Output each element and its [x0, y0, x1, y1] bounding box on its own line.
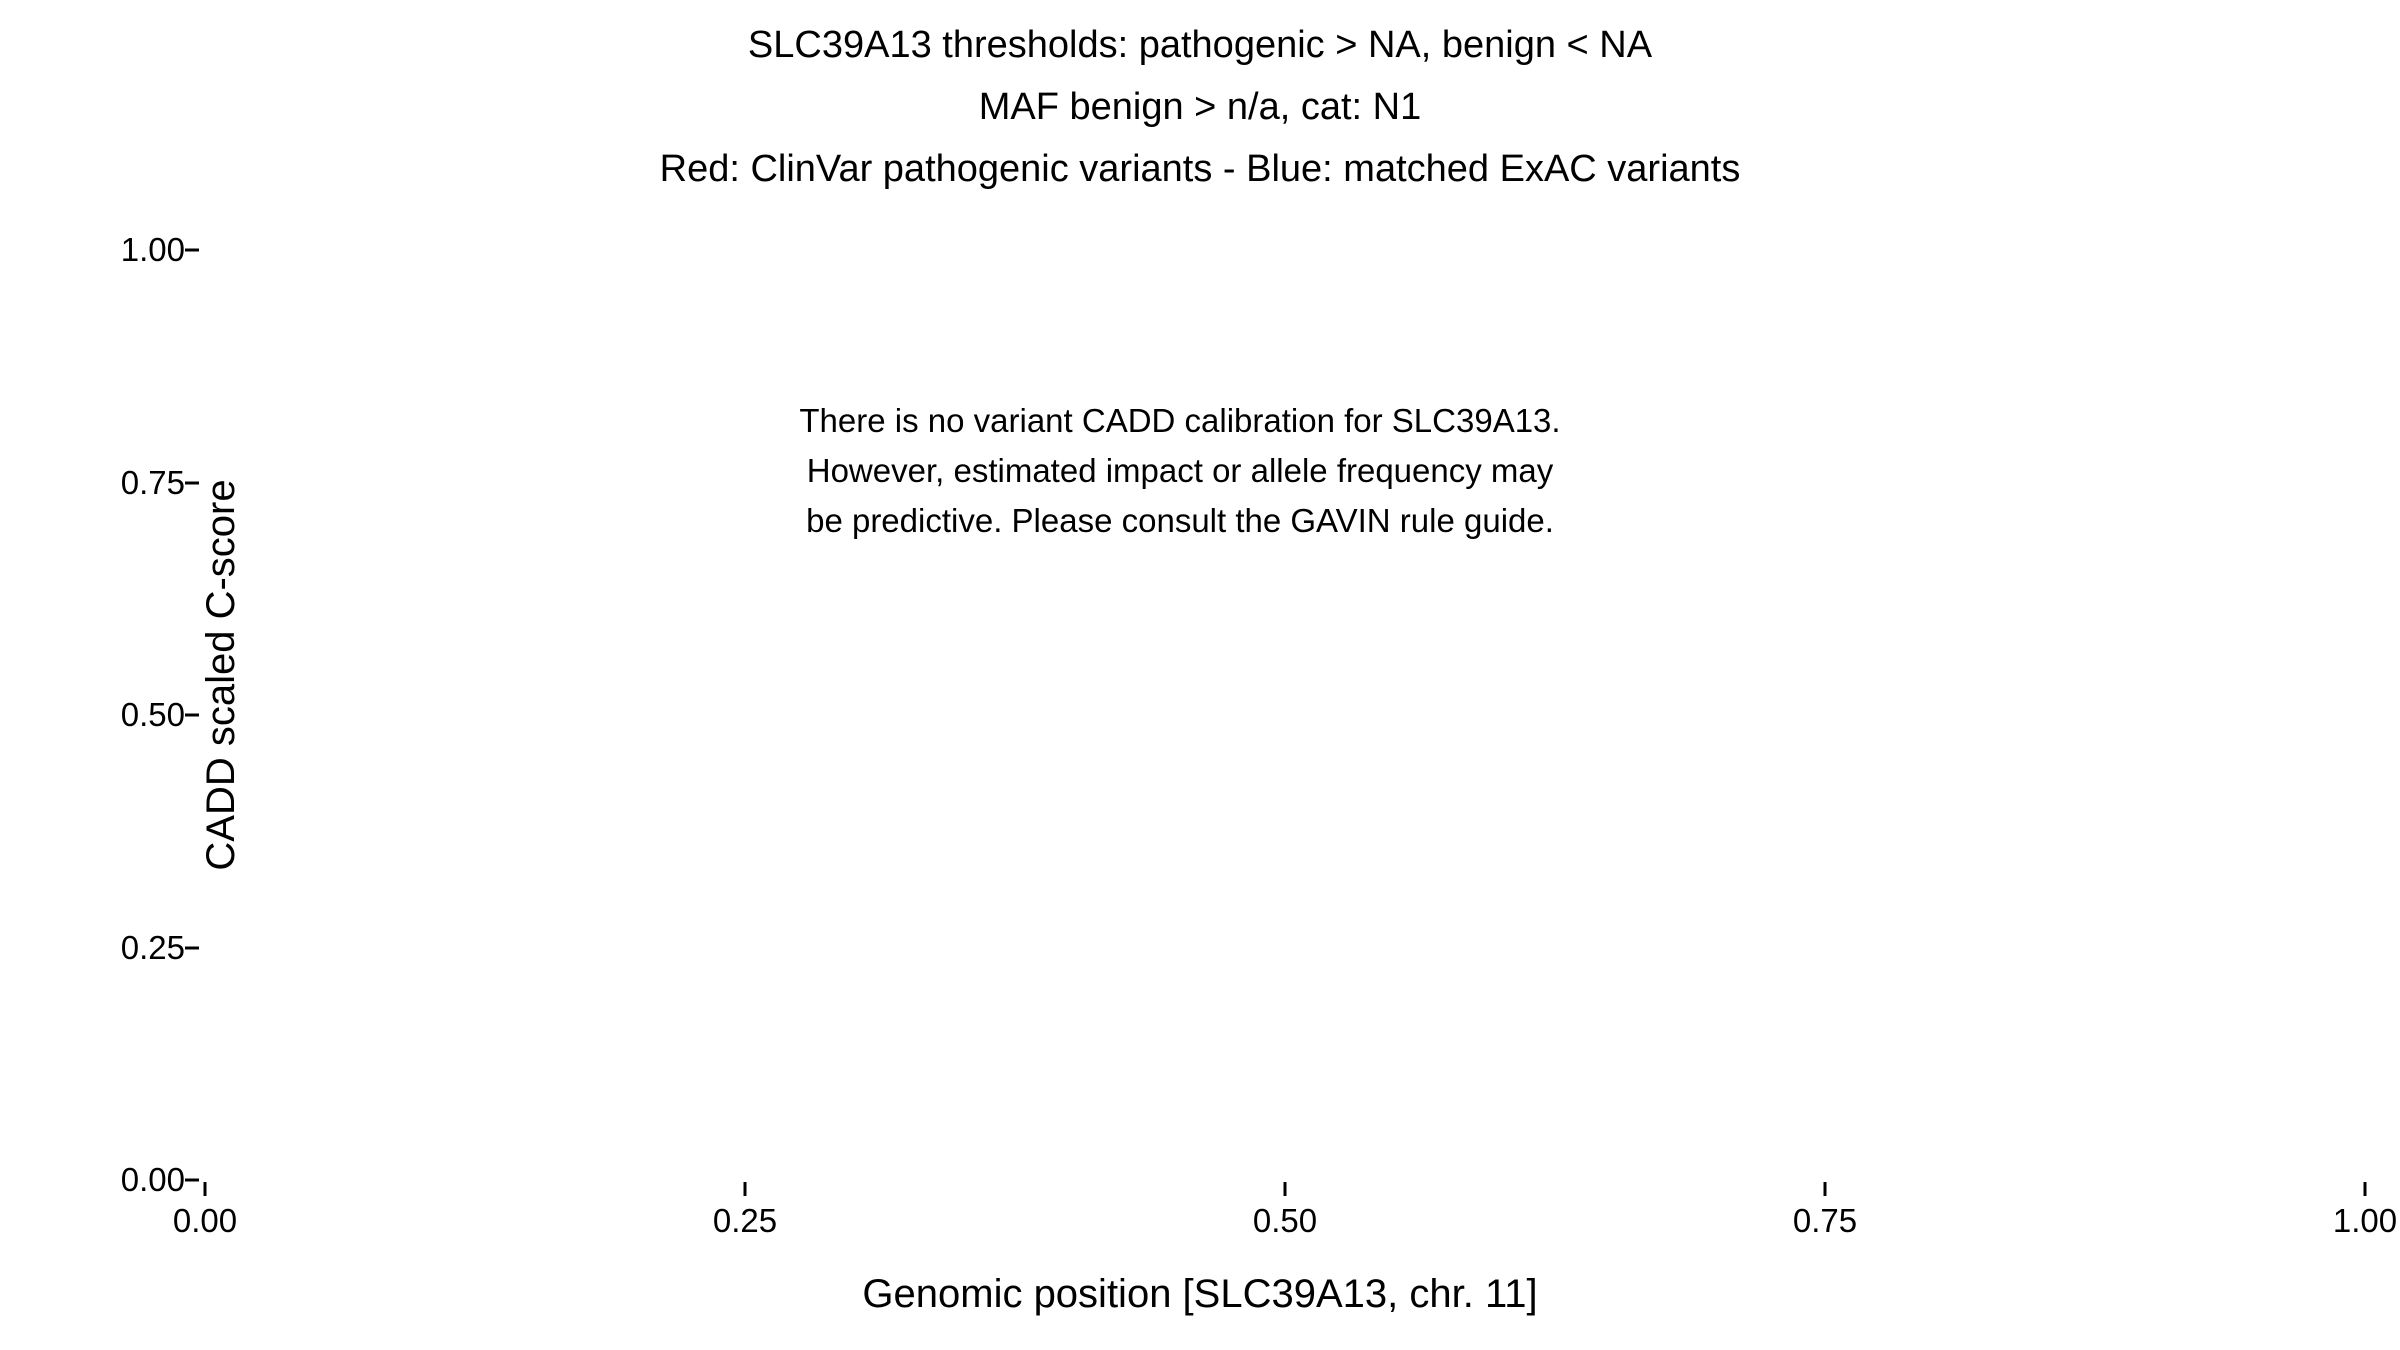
- y-tick-label-2: 0.75: [120, 463, 185, 501]
- y-tick-label-3: 0.50: [120, 696, 185, 733]
- annotation-line-2: However, estimated impact or allele frequency may: [806, 452, 1554, 489]
- x-tick-label-4: 0.75: [1792, 1202, 1858, 1239]
- x-tick-mark-3: [1284, 1182, 1287, 1196]
- y-axis-label: CADD scaled C-score: [199, 479, 244, 871]
- chart-title-line-1: SLC39A13 thresholds: pathogenic > NA, benign < NA: [747, 24, 1653, 66]
- x-tick-mark-1: [204, 1182, 207, 1196]
- x-tick-label-2: 0.25: [712, 1202, 778, 1239]
- y-tick-label-4: 0.25: [120, 928, 185, 966]
- annotation-line-3: be predictive. Please consult the GAVIN rule guide.: [806, 502, 1554, 539]
- y-tick-mark-3: [185, 714, 199, 717]
- x-tick-mark-2: [744, 1182, 747, 1196]
- x-tick-mark-5: [2364, 1182, 2367, 1196]
- y-tick-mark-2: [185, 481, 199, 484]
- y-tick-mark-1: [185, 249, 199, 252]
- y-tick-label-1: 1.00: [120, 231, 185, 268]
- y-tick-label-5: 0.00: [120, 1161, 185, 1198]
- x-tick-label-5: 1.00: [2332, 1202, 2398, 1239]
- plot-area: [120, 231, 2398, 1239]
- plot-annotation: [520, 396, 1840, 546]
- chart-title-line-3: Red: ClinVar pathogenic variants - Blue: matched ExAC variants: [659, 148, 1741, 190]
- chart-title: [0, 14, 2400, 200]
- x-tick-label-1: 0.00: [172, 1202, 238, 1239]
- chart-title-line-2: MAF benign > n/a, cat: N1: [978, 86, 1422, 128]
- y-tick-mark-5: [185, 1179, 199, 1182]
- x-axis-label: Genomic position [SLC39A13, chr. 11]: [862, 1272, 1538, 1316]
- annotation-line-1: There is no variant CADD calibration for SLC39A13.: [799, 402, 1561, 439]
- y-tick-mark-4: [185, 946, 199, 949]
- x-tick-label-3: 0.50: [1252, 1202, 1318, 1239]
- x-tick-mark-4: [1824, 1182, 1827, 1196]
